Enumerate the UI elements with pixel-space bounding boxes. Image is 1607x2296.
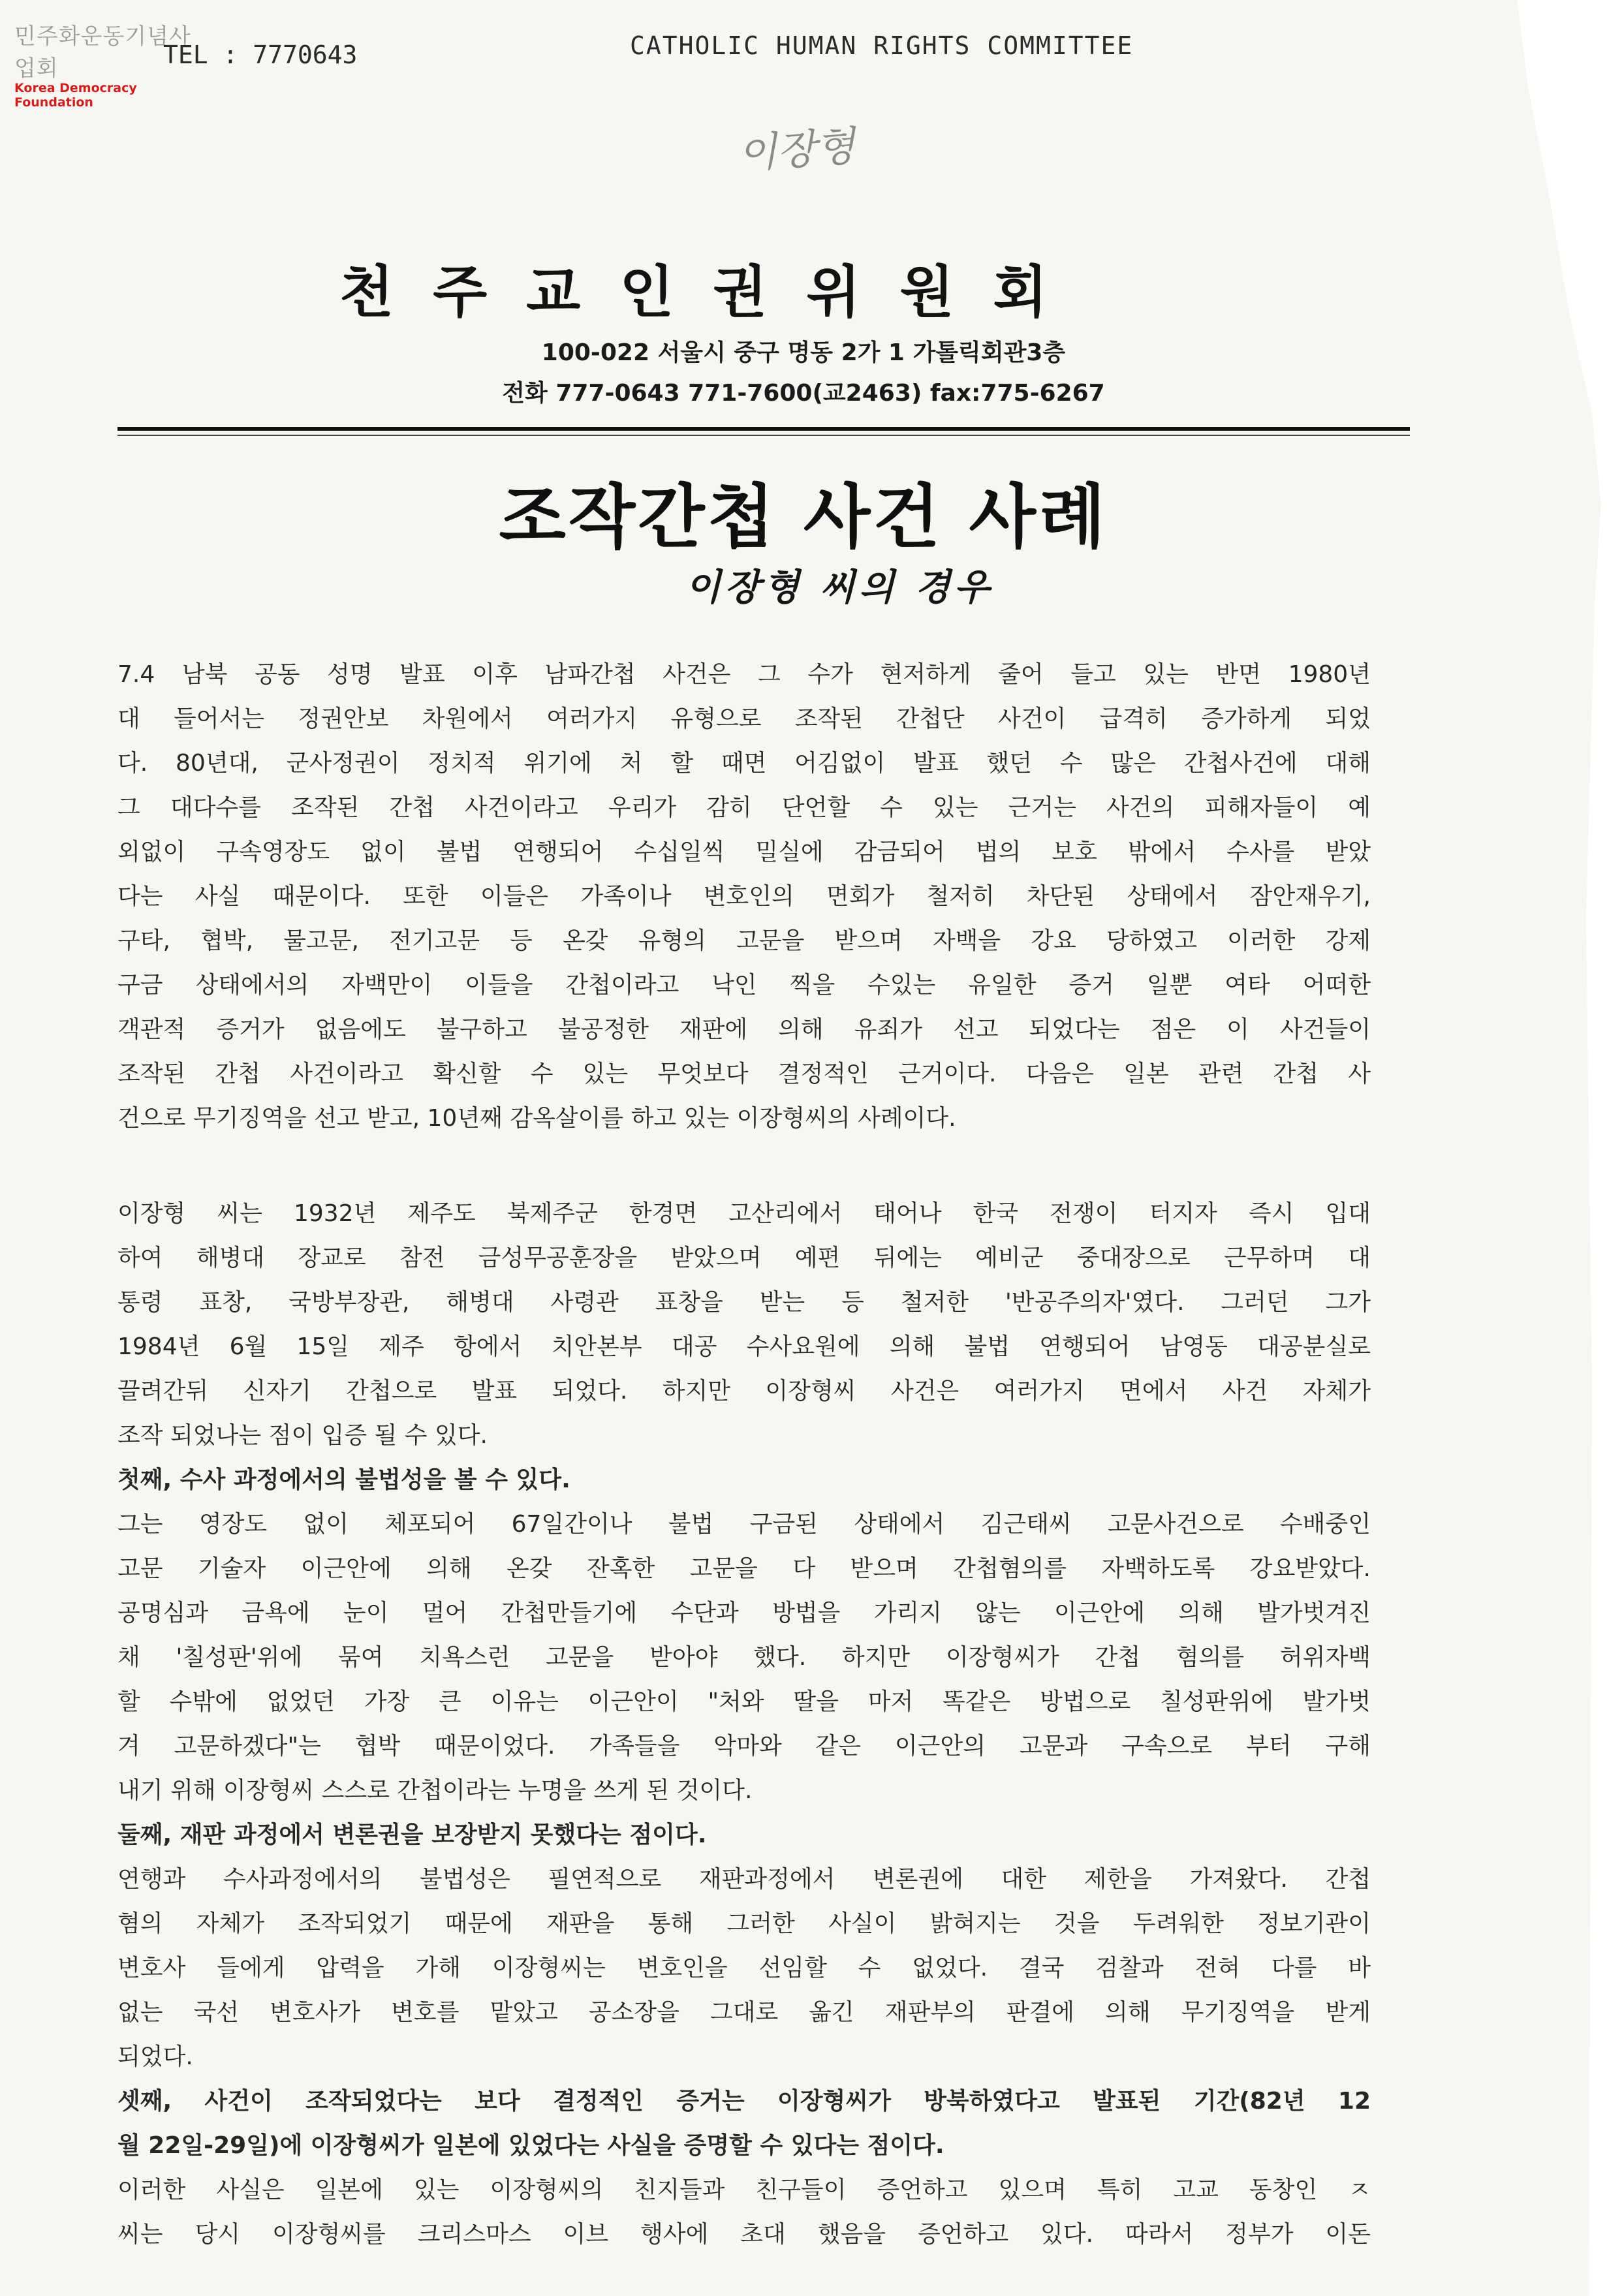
text-line: 되었다. — [117, 2043, 193, 2070]
text-line: 그 대다수를 조작된 간첩 사건이라고 우리가 감히 단언할 수 있는 근거는 사건의 피해자들이 예 — [117, 794, 1371, 821]
text-line: 겨 고문하겠다"는 협박 때문이었다. 가족들을 악마와 같은 이근안의 고문과 구속으로 부터 구해 — [117, 1733, 1371, 1760]
text-line: 하여 해병대 장교로 참전 금성무공훈장을 받았으며 예편 뒤에는 예비군 중대장으로 근무하며 대 — [117, 1245, 1371, 1271]
letterhead-org-name: 천주교인권위원회 — [339, 260, 1087, 325]
paragraph-trial — [117, 1857, 1371, 2079]
paragraph-investigation — [117, 1502, 1371, 1813]
text-line: 그는 영장도 없이 체포되어 67일간이나 불법 구금된 상태에서 김근태씨 고문사건으로 수배중인 — [117, 1511, 1371, 1538]
text-line: 할 수밖에 없었던 가장 큰 이유는 이근안이 "처와 딸을 마저 똑같은 방법으로 칠성판위에 발가벗 — [117, 1688, 1371, 1715]
text-line: 통령 표창, 국방부장관, 해병대 사령관 표창을 받는 등 철저한 '반공주의자'였다. 그러던 그가 — [117, 1289, 1371, 1316]
text-line: 객관적 증거가 없음에도 불구하고 불공정한 재판에 의해 유죄가 선고 되었다는 점은 이 사건들이 — [117, 1016, 1371, 1043]
document-title: 조작간첩 사건 사례 — [499, 477, 1108, 557]
text-line: 연행과 수사과정에서의 불법성은 필연적으로 재판과정에서 변론권에 대한 제한을 가져왔다. 간첩 — [117, 1866, 1371, 1893]
text-line: 구타, 협박, 물고문, 전기고문 등 온갖 유형의 고문을 받으며 자백을 강요 당하였고 이러한 강제 — [117, 927, 1371, 954]
paragraph-gap — [117, 1141, 1371, 1192]
section-heading-first: 첫째, 수사 과정에서의 불법성을 볼 수 있다. — [117, 1466, 570, 1493]
text-line: 고문 기술자 이근안에 의해 온갖 잔혹한 고문을 다 받으며 간첩혐의를 자백하도록 강요받았다. — [117, 1555, 1371, 1582]
text-line: 없는 국선 변호사가 변호를 맡았고 공소장을 그대로 옮긴 재판부의 판결에 의해 무기징역을 받게 — [117, 1999, 1371, 2026]
letterhead-contact: 전화 777-0643 771-7600(교2463) fax:775-6267 — [502, 380, 1105, 407]
text-line: 씨는 당시 이장형씨를 크리스마스 이브 행사에 초대 했음을 증언하고 있다. 따라서 정부가 이돈 — [117, 2221, 1371, 2248]
text-line: 공명심과 금욕에 눈이 멀어 간첩만들기에 수단과 방법을 가리지 않는 이근안에 의해 발가벗겨진 — [117, 1600, 1371, 1626]
text-line: 채 '칠성판'위에 묶여 치욕스런 고문을 받아야 했다. 하지만 이장형씨가 간첩 혐의를 허위자백 — [117, 1644, 1371, 1671]
paragraph-biography — [117, 1192, 1371, 1458]
text-line: 다는 사실 때문이다. 또한 이들은 가족이나 변호인의 면회가 철저히 차단된 상태에서 잠안재우기, — [117, 883, 1371, 910]
text-line: 이러한 사실은 일본에 있는 이장형씨의 친지들과 친구들이 증언하고 있으며 특히 고교 동창인 ㅈ — [117, 2177, 1371, 2203]
text-line: 다. 80년대, 군사정권이 정치적 위기에 처 할 때면 어김없이 발표 했던 수 많은 간첩사건에 대해 — [117, 750, 1371, 777]
text-line: 이장형 씨는 1932년 제주도 북제주군 한경면 고산리에서 태어나 한국 전쟁이 터지자 즉시 입대 — [117, 1200, 1371, 1227]
section-heading-third — [117, 2079, 1371, 2168]
text-line: 구금 상태에서의 자백만이 이들을 간첩이라고 낙인 찍을 수있는 유일한 증거 일뿐 여타 어떠한 — [117, 972, 1371, 999]
text-line: 건으로 무기징역을 선고 받고, 10년째 감옥살이를 하고 있는 이장형씨의 사례이다. — [117, 1105, 956, 1132]
document-subtitle: 이장형 씨의 경우 — [685, 566, 993, 609]
letterhead-divider-thin — [117, 435, 1410, 436]
text-line: 내기 위해 이장형씨 스스로 간첩이라는 누명을 쓰게 된 것이다. — [117, 1777, 753, 1804]
text-line: 조작 되었나는 점이 입증 될 수 있다. — [117, 1422, 488, 1449]
document-body — [117, 653, 1371, 2257]
watermark-english: Korea Democracy Foundation — [14, 81, 137, 110]
text-line: 변호사 들에게 압력을 가해 이장형씨는 변호인을 선임할 수 없었다. 결국 검찰과 전혀 다를 바 — [117, 1955, 1371, 1981]
letterhead-divider — [117, 427, 1410, 431]
paragraph-intro — [117, 653, 1371, 1141]
letterhead-address: 100-022 서울시 중구 명동 2가 1 가톨릭회관3층 — [541, 339, 1066, 366]
text-line: 1984년 6월 15일 제주 항에서 치안본부 대공 수사요원에 의해 불법 연행되어 남영동 대공분실로 — [117, 1333, 1371, 1360]
text-line: 대 들어서는 정권안보 차원에서 여러가지 유형으로 조작된 간첩단 사건이 급격히 증가하게 되었 — [117, 706, 1371, 732]
text-line: 끌려간뒤 신자기 간첩으로 발표 되었다. 하지만 이장형씨 사건은 여러가지 면에서 사건 자체가 — [117, 1378, 1371, 1404]
paragraph-alibi — [117, 2168, 1371, 2257]
handwritten-annotation: 이장형 — [736, 121, 857, 178]
text-line: 외없이 구속영장도 없이 불법 연행되어 수십일씩 밀실에 감금되어 법의 보호 밖에서 수사를 받았 — [117, 839, 1371, 865]
fax-header-number: TEL : 7770643 — [163, 40, 358, 69]
text-line: 7.4 남북 공동 성명 발표 이후 남파간첩 사건은 그 수가 현저하게 줄어 들고 있는 반면 1980년 — [117, 661, 1371, 688]
watermark-korean: 민주화운동기념사업회 — [14, 23, 191, 82]
section-heading-second: 둘째, 재판 과정에서 변론권을 보장받지 못했다는 점이다. — [117, 1822, 707, 1848]
text-line: 조작된 간첩 사건이라고 확신할 수 있는 무엇보다 결정적인 근거이다. 다음은 일본 관련 간첩 사 — [117, 1061, 1371, 1087]
text-line: 월 22일-29일)에 이장형씨가 일본에 있었다는 사실을 증명할 수 있다는 점이다. — [117, 2132, 944, 2159]
text-line: 혐의 자체가 조작되었기 때문에 재판을 통해 그러한 사실이 밝혀지는 것을 두려워한 정보기관이 — [117, 1910, 1371, 1937]
text-line: 셋째, 사건이 조작되었다는 보다 결정적인 증거는 이장형씨가 방북하였다고 발표된 기간(82년 12 — [117, 2088, 1371, 2115]
fax-header-org-name: CATHOLIC HUMAN RIGHTS COMMITTEE — [630, 31, 1134, 60]
